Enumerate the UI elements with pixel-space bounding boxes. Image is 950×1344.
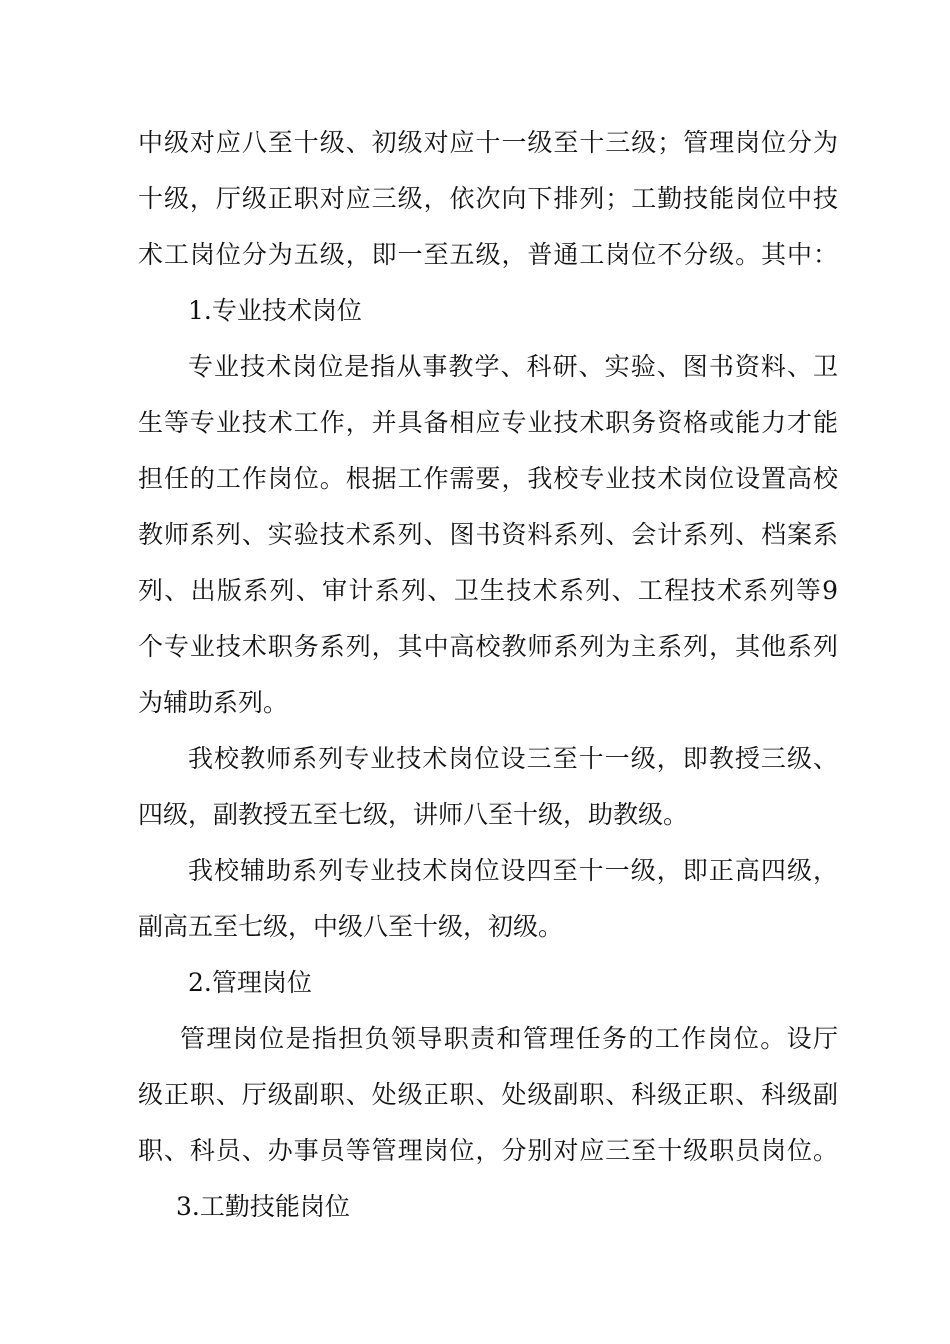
section-heading-1: 1.专业技术岗位 (188, 296, 362, 325)
text-line: 级正职、厅级副职、处级正职、处级副职、科级正职、科级副 (138, 1080, 838, 1109)
text-line: 个专业技术职务系列，其中高校教师系列为主系列，其他系列 (138, 632, 838, 661)
section-heading-2: 2.管理岗位 (188, 968, 312, 997)
text-line: 副高五至七级，中级八至十级，初级。 (138, 912, 564, 941)
text-line: 担任的工作岗位。根据工作需要，我校专业技术岗位设置高校 (138, 464, 838, 493)
section-heading-3: 3.工勤技能岗位 (176, 1192, 350, 1221)
text-line: 职、科员、办事员等管理岗位，分别对应三至十级职员岗位。 (138, 1136, 838, 1165)
text-line: 术工岗位分为五级，即一至五级，普通工岗位不分级。其中： (138, 240, 838, 269)
text-line: 为辅助系列。 (138, 688, 289, 717)
text-line: 十级，厅级正职对应三级，依次向下排列；工勤技能岗位中技 (138, 184, 838, 213)
text-line: 教师系列、实验技术系列、图书资料系列、会计系列、档案系 (138, 520, 838, 549)
text-line: 专业技术岗位是指从事教学、科研、实验、图书资料、卫 (188, 352, 838, 381)
text-line: 管理岗位是指担负领导职责和管理任务的工作岗位。设厅 (180, 1024, 838, 1053)
text-line: 生等专业技术工作，并具备相应专业技术职务资格或能力才能 (138, 408, 838, 437)
text-line: 中级对应八至十级、初级对应十一级至十三级；管理岗位分为 (138, 128, 838, 157)
text-line: 四级，副教授五至七级，讲师八至十级，助教级。 (138, 800, 689, 829)
text-line: 我校辅助系列专业技术岗位设四至十一级，即正高四级， (188, 856, 838, 885)
text-line: 我校教师系列专业技术岗位设三至十一级，即教授三级、 (188, 744, 838, 773)
text-line: 列、出版系列、审计系列、卫生技术系列、工程技术系列等9 (138, 576, 838, 605)
